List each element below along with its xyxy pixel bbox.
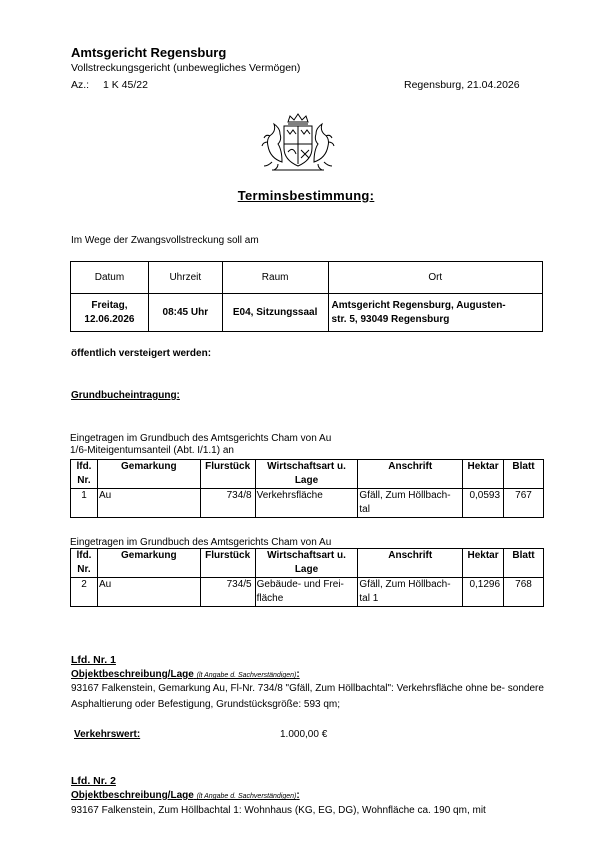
column-header-lfd [71, 460, 98, 489]
column-header-anschrift: Anschrift [358, 549, 463, 578]
appointment-date [71, 294, 149, 332]
place-date: Regensburg, 21.04.2026 [404, 79, 520, 91]
header-text: Wirtschaftsart u. [267, 550, 346, 561]
market-value-label: Verkehrswert: [74, 729, 141, 740]
object-1-number: Lfd. Nr. 1 [71, 654, 116, 666]
column-header-flurstueck: Flurstück [200, 549, 255, 578]
table-row [71, 489, 544, 518]
date-weekday: Freitag, [91, 299, 128, 311]
object-1-description: 93167 Falkenstein, Gemarkung Au, Fl-Nr. 734/8 "Gfäll, Zum Höllbachtal": Verkehrsfläche ohne be- sondere Asphaltierung oder Befestigung, Grundstücksgröße: 593 qm; [71, 683, 544, 710]
column-header-room: Raum [222, 262, 328, 294]
column-header-lfd [71, 549, 98, 578]
header-text: Lage [294, 475, 319, 486]
object-2-description: 93167 Falkenstein, Zum Höllbachtal 1: Wohnhaus (KG, EG, DG), Wohnfläche ca. 190 qm, mit [71, 805, 486, 816]
column-header-location: Ort [328, 262, 542, 294]
header-text: Nr. [77, 564, 91, 575]
column-header-wirtschaftsart [255, 549, 358, 578]
court-name: Amtsgericht Regensburg [71, 45, 227, 60]
cell-flurstueck: 734/5 [200, 578, 255, 607]
heading-note: (lt Angabe d. Sachverständigen) [196, 793, 297, 800]
cell-text: Gfäll, Zum Höllbach- [359, 490, 451, 501]
document-title: Terminsbestimmung: [237, 188, 375, 203]
header-text: lfd. [76, 461, 92, 472]
header-text: Wirtschaftsart u. [267, 461, 346, 472]
location-line-1: Amtsgericht Regensburg, Augusten- [331, 299, 506, 311]
column-header-flurstueck: Flurstück [200, 460, 255, 489]
cell-flurstueck: 734/8 [200, 489, 255, 518]
cell-gemarkung: Au [97, 489, 200, 518]
cell-anschrift [358, 489, 463, 518]
land-table-2 [70, 548, 544, 607]
object-1-heading [71, 669, 300, 680]
market-value: 1.000,00 € [280, 729, 328, 740]
cell-blatt: 767 [504, 489, 544, 518]
column-header-blatt: Blatt [504, 549, 544, 578]
coat-of-arms-icon [258, 112, 338, 174]
cell-text: Gfäll, Zum Höllbach- [359, 579, 451, 590]
column-header-wirtschaftsart [255, 460, 358, 489]
heading-colon: : [296, 790, 300, 801]
share-line: 1/6-Miteigentumsanteil (Abt. I/1.1) an [70, 445, 234, 456]
auction-statement: öffentlich versteigert werden: [71, 348, 212, 359]
date-value: 12.06.2026 [84, 313, 135, 325]
heading-text: Objektbeschreibung/Lage [71, 669, 194, 680]
register-entry-line: Eingetragen im Grundbuch des Amtsgerichts Cham von Au [70, 537, 332, 548]
cell-nr: 1 [71, 489, 98, 518]
register-entry-1-intro [70, 433, 331, 457]
cell-nr: 2 [71, 578, 98, 607]
register-entry-line: Eingetragen im Grundbuch des Amtsgerichts Cham von Au [70, 433, 332, 444]
cell-hektar: 0,1296 [463, 578, 504, 607]
column-header-hektar: Hektar [463, 549, 504, 578]
appointment-location [328, 294, 542, 332]
column-header-blatt: Blatt [504, 460, 544, 489]
object-2-number: Lfd. Nr. 2 [71, 775, 116, 787]
cell-wirtschaftsart [255, 489, 358, 518]
heading-colon: : [296, 669, 300, 680]
cell-wirtschaftsart [255, 578, 358, 607]
location-line-2: str. 5, 93049 Regensburg [331, 313, 450, 325]
column-header-gemarkung: Gemarkung [97, 549, 200, 578]
column-header-hektar: Hektar [463, 460, 504, 489]
intro-text: Im Wege der Zwangsvollstreckung soll am [71, 235, 259, 246]
appointment-time: 08:45 Uhr [148, 294, 222, 332]
land-header-row [71, 460, 544, 489]
cell-text: tal [359, 504, 370, 515]
file-number: 1 K 45/22 [103, 79, 148, 91]
cell-text: Gebäude- und Frei- [256, 579, 344, 590]
cell-text: Verkehrsfläche [256, 490, 323, 501]
appointment-table [70, 261, 543, 332]
cell-anschrift [358, 578, 463, 607]
header-text: Lage [294, 564, 319, 575]
column-header-date: Datum [71, 262, 149, 294]
header-text: Nr. [77, 475, 91, 486]
cell-text: tal 1 [359, 593, 379, 604]
appointment-row [71, 294, 543, 332]
appointment-header-row [71, 262, 543, 294]
cell-blatt: 768 [504, 578, 544, 607]
column-header-time: Uhrzeit [148, 262, 222, 294]
land-register-heading: Grundbucheintragung: [71, 390, 180, 401]
heading-text: Objektbeschreibung/Lage [71, 790, 194, 801]
header-text: lfd. [76, 550, 92, 561]
table-row [71, 578, 544, 607]
object-2-heading [71, 790, 300, 801]
heading-note: (lt Angabe d. Sachverständigen) [196, 672, 297, 679]
cell-hektar: 0,0593 [463, 489, 504, 518]
file-number-label: Az.: [71, 79, 90, 91]
column-header-gemarkung: Gemarkung [97, 460, 200, 489]
land-header-row [71, 549, 544, 578]
cell-gemarkung: Au [97, 578, 200, 607]
appointment-room: E04, Sitzungssaal [222, 294, 328, 332]
cell-text: fläche [256, 593, 284, 604]
column-header-anschrift: Anschrift [358, 460, 463, 489]
land-table-1 [70, 459, 544, 518]
court-division: Vollstreckungsgericht (unbewegliches Vermögen) [71, 62, 301, 74]
